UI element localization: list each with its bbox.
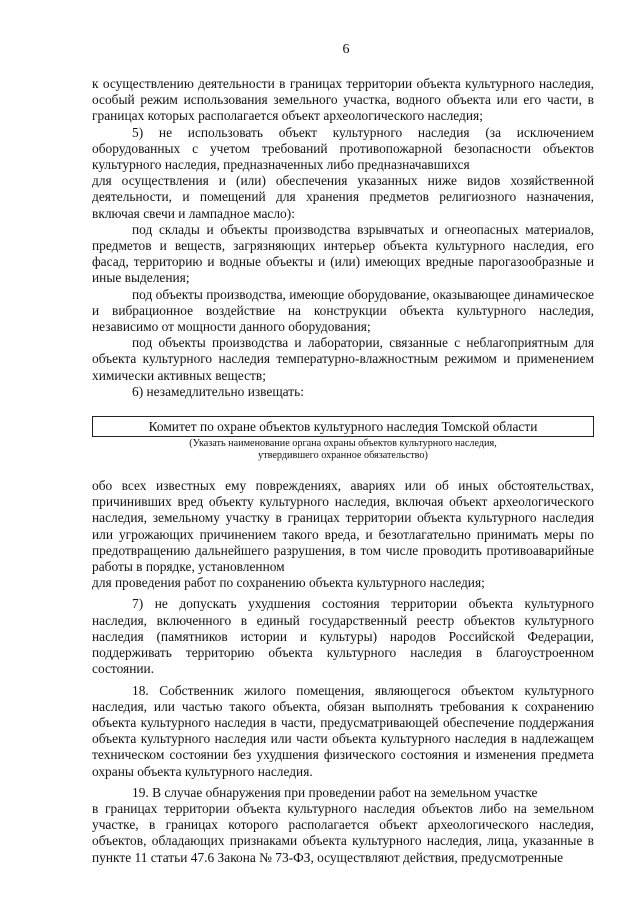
paragraph: 7) не допускать ухудшения состояния территории объекта культурного наследия, включенного в единый государственный реестр объектов культурного наследия (памятников истории и культуры) народов Российской Федерации, поддерживать территорию объекта культурного наследия в благоустроенном состоянии.: [92, 596, 594, 677]
paragraph: 5) не использовать объект культурного наследия (за исключением оборудованных с учетом требований противопожарной безопасности объектов культурного наследия, предназначенных либо предназначавшихся: [92, 124, 594, 173]
paragraph: 18. Собственник жилого помещения, являющегося объектом культурного наследия, или частью такого объекта, обязан выполнять требования к сохранению объекта культурного наследия в части, предусматривающей обеспечение поддержания объекта культурного наследия или части объекта культурного наследия в надлежащем техническом состоянии без ухудшения физического состояния и изменения предмета охраны объекта культурного наследия.: [92, 682, 594, 779]
paragraph: под объекты производства и лаборатории, связанные с неблагоприятным для объекта культурного наследия температурно-влажностным режимом и применением химически активных веществ;: [92, 335, 594, 383]
paragraph: 6) незамедлительно извещать:: [132, 383, 304, 399]
body-text-top: [92, 76, 594, 400]
authority-caption-line-1: (Указать наименование органа охраны объектов культурного наследия,: [189, 438, 497, 450]
paragraph: для осуществления и (или) обеспечения указанных ниже видов хозяйственной деятельности, и помещений для хранения предметов религиозного назначения, включая свечи и лампадное масло):: [92, 173, 594, 221]
paragraph: обо всех известных ему повреждениях, авариях или об иных обстоятельствах, причинивших вред объекту культурного наследия, включая объект археологического наследия, земельному участку в границах территории объекта культурного наследия или угрожающих причинением такого вреда, и безотлагательно принимать меры по предотвращению дальнейшего разрушения, в том числе проводить противоаварийные работы в порядке, установленном: [92, 478, 594, 575]
paragraph: под склады и объекты производства взрывчатых и огнеопасных материалов, предметов и веществ, загрязняющих интерьер объекта культурного наследия, его фасад, территорию и водные объекты и (или) имеющих вредные парогазообразные и иные выделения;: [92, 221, 594, 286]
paragraph: 19. В случае обнаружения при проведении работ на земельном участке: [132, 784, 538, 800]
paragraph: в границах территории объекта культурного наследия объектов либо на земельном участке, в границах которого располагается объект археологического наследия, объектов, обладающих признаками объекта культурного наследия, лица, указанные в пункте 11 статьи 47.6 Закона № 73-ФЗ, осуществляют действия, предусмотренные: [92, 800, 594, 865]
authority-block: [92, 416, 594, 462]
paragraph: к осуществлению деятельности в границах территории объекта культурного наследия, особый режим использования земельного участка, водного объекта или его части, в границах которых располагается объект археологического наследия;: [92, 76, 594, 124]
authority-name-box: Комитет по охране объектов культурного наследия Томской области: [92, 416, 594, 437]
page-number: 6: [342, 42, 350, 57]
paragraph: для проведения работ по сохранению объекта культурного наследия;: [92, 575, 485, 591]
authority-caption-line-2: утвердившего охранное обязательство): [258, 450, 428, 462]
authority-caption: [92, 438, 594, 462]
paragraph: под объекты производства, имеющие оборудование, оказывающее динамическое и вибрационное воздействие на конструкции объекта культурного наследия, независимо от мощности данного оборудования;: [92, 286, 594, 335]
body-text-bottom: [92, 478, 594, 866]
